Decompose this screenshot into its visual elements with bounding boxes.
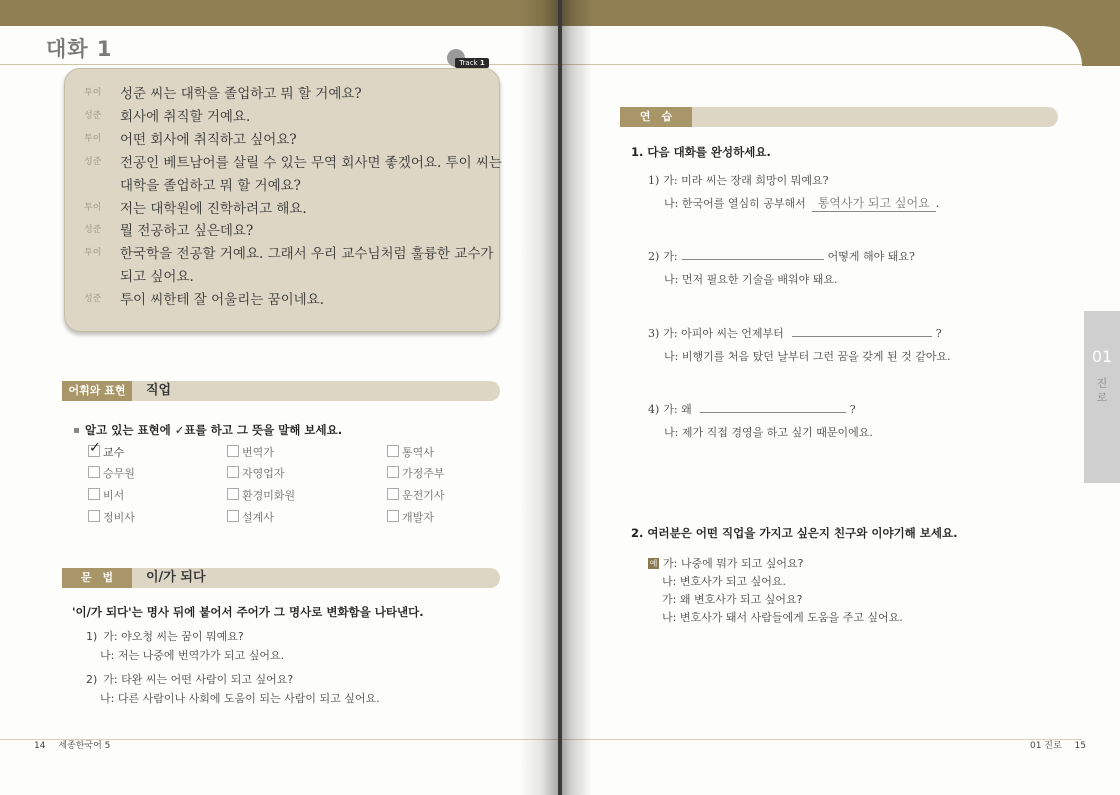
- vocab-item[interactable]: [88, 444, 124, 460]
- checkbox[interactable]: [227, 510, 239, 522]
- vocab-section-header: [62, 381, 500, 401]
- vocab-label: 가정주부: [402, 467, 445, 480]
- speaker-name: 투이: [84, 248, 102, 258]
- vocab-label: 비서: [103, 489, 125, 502]
- chapter-label: 진 로: [1096, 377, 1108, 404]
- grammar-section-header: [62, 568, 500, 588]
- example-answer: 나: 다른 사람이나 사회에 도움이 되는 사람이 되고 싶어요.: [100, 692, 380, 705]
- answer-blank[interactable]: [700, 401, 846, 413]
- spine-shadow: [520, 0, 558, 795]
- speaker-prefix: 가:: [663, 250, 678, 263]
- page-number: 15: [1074, 741, 1086, 751]
- vocab-instruction: [74, 422, 342, 438]
- vocab-item[interactable]: [227, 509, 274, 525]
- checkbox[interactable]: [387, 445, 399, 457]
- vocab-label: 운전기사: [402, 489, 445, 502]
- practice-line-b: [664, 424, 873, 440]
- section-name: 이/가 되다: [146, 570, 206, 585]
- chapter-side-tab[interactable]: [1084, 311, 1120, 483]
- practice-section-header: [620, 107, 1058, 127]
- vocab-item[interactable]: [387, 465, 445, 481]
- speaker-name: 성준: [84, 111, 102, 121]
- instruction-text: 알고 있는 표현에 ✓표를 하고 그 뜻을 말해 보세요.: [85, 423, 343, 437]
- vocab-label: 교수: [103, 446, 125, 459]
- bullet-icon: [74, 428, 79, 433]
- example-text: 나: 변호사가 돼서 사람들에게 도움을 주고 싶어요.: [662, 611, 903, 624]
- right-page: [562, 0, 1120, 795]
- practice-line-b: [664, 194, 939, 212]
- answer-text: 나: 먼저 필요한 기술을 배워야 돼요.: [664, 273, 838, 286]
- checkbox[interactable]: [88, 466, 100, 478]
- checkbox[interactable]: [227, 466, 239, 478]
- spine-shadow: [562, 0, 592, 795]
- dialogue-text: 투이 씨한테 잘 어울리는 꿈이네요.: [120, 292, 325, 308]
- checkbox[interactable]: [88, 510, 100, 522]
- example-text: 나: 변호사가 되고 싶어요.: [662, 575, 786, 588]
- checkbox[interactable]: [227, 445, 239, 457]
- question-text: 가: 아피아 씨는 언제부터: [663, 327, 784, 340]
- handwritten-answer[interactable]: 통역사가 되고 싶어요: [812, 194, 936, 212]
- dialogue-text: 뭘 전공하고 싶은데요?: [120, 223, 254, 239]
- example-text: 가: 왜 변호사가 되고 싶어요?: [662, 593, 803, 606]
- question-text: ?: [935, 327, 942, 340]
- practice-line-b: [664, 348, 951, 364]
- vocab-label: 자영업자: [242, 467, 285, 480]
- vocab-item[interactable]: [88, 465, 135, 481]
- answer-text: 나: 비행기를 처음 탔던 날부터 그런 꿈을 갖게 된 것 같아요.: [664, 350, 951, 363]
- vocab-item[interactable]: [88, 509, 135, 525]
- checkbox[interactable]: [88, 488, 100, 500]
- dialogue-text: 저는 대학원에 진학하려고 해요.: [120, 201, 307, 217]
- dialogue-text: 되고 싶어요.: [120, 269, 194, 285]
- checkbox[interactable]: [88, 445, 100, 457]
- speaker-name: 성준: [84, 294, 102, 304]
- section-tag: 연 습: [620, 107, 692, 127]
- example-line: [662, 609, 903, 625]
- page-footer: [1030, 738, 1086, 751]
- dialogue-text: 성준 씨는 대학을 졸업하고 뭐 할 거예요?: [120, 86, 362, 102]
- question-1-title: 1. 다음 대화를 완성하세요.: [631, 145, 771, 159]
- answer-text: 나: 한국어를 열심히 공부해서: [664, 197, 806, 210]
- track-badge[interactable]: [445, 49, 487, 69]
- question-2-title: 2. 여러분은 어떤 직업을 가지고 싶은지 친구와 이야기해 보세요.: [631, 526, 958, 540]
- example-question: 가: 타완 씨는 어떤 사람이 되고 싶어요?: [103, 673, 294, 686]
- question-text: 어떻게 해야 돼요?: [827, 250, 915, 263]
- left-page: [0, 0, 558, 795]
- grammar-instruction: '이/가 되다'는 명사 뒤에 붙어서 주어가 그 명사로 변화함을 나타낸다.: [72, 605, 424, 619]
- dialogue-text: 회사에 취직할 거예요.: [120, 109, 251, 125]
- dialogue-text: 전공인 베트남어를 살릴 수 있는 무역 회사면 좋겠어요. 투이 씨는: [120, 155, 502, 171]
- question-text: 가: 미라 씨는 장래 희망이 뭐예요?: [663, 174, 829, 187]
- example-number: 1): [86, 630, 98, 643]
- header-rule: [562, 64, 1082, 65]
- vocab-label: 개발자: [402, 511, 434, 524]
- top-band-curve: [562, 26, 1082, 86]
- example-line: [648, 555, 803, 571]
- vocab-item[interactable]: [387, 487, 445, 503]
- footer-rule: [562, 739, 1082, 740]
- example-answer: 나: 저는 나중에 번역가가 되고 싶어요.: [100, 649, 285, 662]
- item-number: 3): [648, 327, 660, 340]
- question-text: ?: [849, 403, 856, 416]
- checkbox[interactable]: [227, 488, 239, 500]
- vocab-label: 통역사: [402, 446, 434, 459]
- chapter-name: 01 진로: [1029, 741, 1062, 751]
- track-number: 1: [479, 59, 485, 67]
- chapter-number: 01: [1091, 347, 1113, 366]
- book-title: 세종한국어 5: [58, 741, 111, 751]
- answer-blank[interactable]: [792, 325, 932, 337]
- track-label: [455, 58, 489, 68]
- question-text: 가: 왜: [663, 403, 692, 416]
- vocab-item[interactable]: [387, 509, 434, 525]
- section-tag: 문 법: [62, 568, 132, 588]
- vocab-label: 승무원: [103, 467, 135, 480]
- vocab-item[interactable]: [88, 487, 124, 503]
- practice-line-a: [648, 172, 829, 188]
- dialogue-text: 한국학을 전공할 거예요. 그래서 우리 교수님처럼 훌륭한 교수가: [120, 246, 494, 262]
- answer-text: .: [935, 197, 940, 210]
- vocab-label: 정비사: [103, 511, 135, 524]
- answer-blank[interactable]: [682, 248, 824, 260]
- item-number: 4): [648, 403, 660, 416]
- example-line: [86, 628, 244, 644]
- vocab-item[interactable]: [227, 465, 285, 481]
- vocab-item[interactable]: [227, 487, 295, 503]
- track-text: Track: [459, 59, 478, 67]
- page-footer: [34, 738, 110, 751]
- practice-line-a: [648, 248, 915, 264]
- dialogue-text: 대학을 졸업하고 뭐 할 거예요?: [120, 178, 301, 194]
- speaker-name: 투이: [84, 203, 102, 213]
- dialogue-text: 어떤 회사에 취직하고 싶어요?: [120, 132, 297, 148]
- example-line: [662, 591, 802, 607]
- vocab-label: 설계사: [242, 511, 274, 524]
- example-tag: 예: [649, 559, 658, 568]
- example-line: [662, 573, 786, 589]
- speaker-name: 투이: [84, 88, 102, 98]
- section-tag: 어휘와 표현: [62, 381, 132, 401]
- checkbox[interactable]: [387, 488, 399, 500]
- item-number: 2): [648, 250, 660, 263]
- practice-line-a: [648, 325, 942, 341]
- practice-line-a: [648, 401, 856, 417]
- item-number: 1): [648, 174, 660, 187]
- vocab-item[interactable]: [387, 444, 434, 460]
- example-number: 2): [86, 673, 98, 686]
- checkbox[interactable]: [387, 466, 399, 478]
- page-title: 대화 1: [46, 37, 113, 61]
- practice-line-b: [664, 271, 837, 287]
- top-band: [0, 0, 558, 26]
- vocab-item[interactable]: [227, 444, 274, 460]
- answer-text: 나: 제가 직접 경영을 하고 싶기 때문이에요.: [664, 426, 873, 439]
- page-number: 14: [34, 741, 46, 751]
- example-line: [86, 671, 293, 687]
- speaker-name: 성준: [84, 157, 102, 167]
- example-text: 가: 나중에 뭐가 되고 싶어요?: [663, 557, 804, 570]
- example-question: 가: 야오청 씨는 꿈이 뭐예요?: [103, 630, 244, 643]
- checkbox[interactable]: [387, 510, 399, 522]
- section-name: 직업: [146, 383, 172, 398]
- speaker-name: 투이: [84, 134, 102, 144]
- vocab-label: 번역가: [242, 446, 274, 459]
- speaker-name: 성준: [84, 225, 102, 235]
- vocab-label: 환경미화원: [242, 489, 296, 502]
